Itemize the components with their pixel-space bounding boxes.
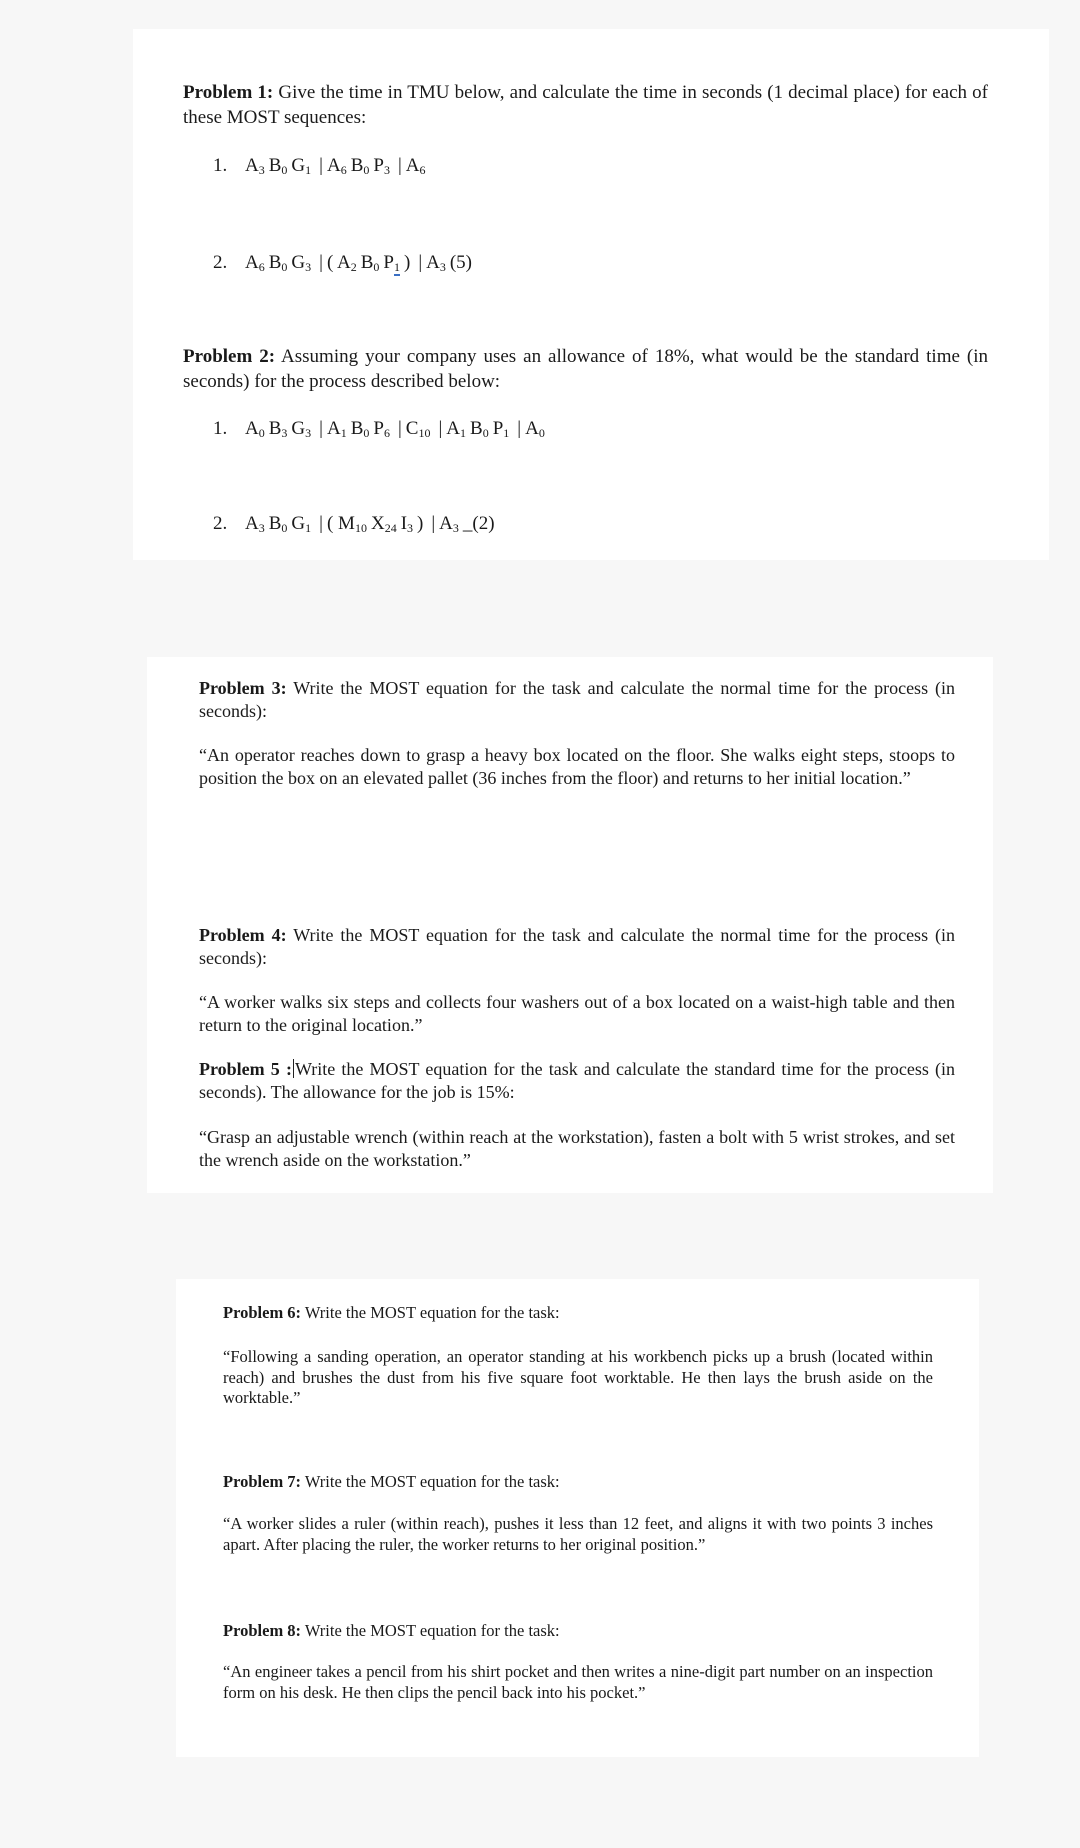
- sequence-parameter: $A_0$: [245, 418, 265, 440]
- sequence-parameter: $B_0$: [360, 252, 380, 274]
- problem-6: [223, 1303, 933, 1324]
- problem-text: Write the MOST equation for the task and calculate the normal time for the process (in seconds):: [199, 925, 955, 968]
- problem-text: Write the MOST equation for the task:: [304, 1621, 560, 1640]
- problem-text: Assuming your company uses an allowance of 18%, what would be the standard time (in seconds) for the process described below:: [183, 346, 988, 392]
- sequence-parameter: $B_3$: [268, 418, 288, 440]
- sequence-parameter: $B_0$: [470, 418, 489, 440]
- sequence-parameter: $A_6$: [245, 252, 265, 274]
- list-number: 2.: [213, 513, 228, 534]
- sequence-separator: |: [397, 155, 402, 176]
- sequence-parameter: $C_{10}$: [405, 418, 431, 440]
- problem-title: Problem 8:: [223, 1621, 302, 1640]
- sequence-parameter: $P_1$: [383, 252, 400, 274]
- sequence-parameter: $G_1$: [291, 513, 312, 535]
- sequence-parameter: $B_0$: [350, 418, 370, 440]
- sequence-parameter: $A_6$: [326, 155, 347, 177]
- problem-quote: “Grasp an adjustable wrench (within reach at the workstation), fasten a bolt with 5 wrist strokes, and set the wrench aside on the workstation.”: [199, 1127, 955, 1170]
- sequence-separator: |: [397, 418, 402, 439]
- problem-4: [199, 924, 955, 969]
- sequence-parameter: $P_1$: [492, 418, 510, 440]
- sequence-parameter: _(2): [462, 513, 495, 534]
- sequence-parameter: $B_0$: [268, 155, 288, 177]
- sequence-parameter: $G_1$: [291, 155, 312, 177]
- problem-text: Write the MOST equation for the task:: [304, 1472, 560, 1491]
- sequence-parameter: ): [403, 252, 411, 273]
- sequence-separator: |: [517, 418, 522, 439]
- sequence-parameter: $X_{24}$: [370, 513, 397, 535]
- problem-2: [183, 344, 988, 394]
- problem-text: Write the MOST equation for the task and calculate the normal time for the process (in seconds):: [199, 678, 955, 721]
- sequence-parameter: ( $A_2$: [326, 252, 357, 274]
- problem-quote: “An engineer takes a pencil from his shirt pocket and then writes a nine-digit part number on an inspection form on his desk. He then clips the pencil back into his pocket.”: [223, 1662, 933, 1702]
- list-number: 2.: [213, 252, 228, 273]
- sequence: [213, 511, 499, 541]
- text-cursor: [293, 1059, 294, 1078]
- list-number: 1.: [213, 155, 228, 176]
- sequence: [213, 250, 476, 280]
- sequence-parameter: $A_6$: [405, 155, 426, 177]
- sequence-parameter: $A_1$: [326, 418, 347, 440]
- sequence: [213, 416, 549, 446]
- problem-text: Give the time in TMU below, and calculate the time in seconds (1 decimal place) for each of these MOST sequences:: [183, 82, 988, 128]
- sequence-parameter: $G_3$: [291, 418, 312, 440]
- problem-3: [199, 677, 955, 722]
- sequence-parameter: $P_6$: [373, 418, 390, 440]
- list-number: 1.: [213, 418, 228, 439]
- sequence: [213, 153, 430, 183]
- sequence-parameter: $G_3$: [291, 252, 312, 274]
- sequence-parameter: $I_3$: [400, 513, 414, 535]
- sequence-parameter: $A_3$: [245, 513, 265, 535]
- problem-text: Write the MOST equation for the task:: [304, 1303, 560, 1322]
- sequence-parameter: $A_0$: [525, 418, 545, 440]
- problem-7: [223, 1472, 933, 1493]
- sequence-separator: |: [431, 513, 436, 534]
- sequence-separator: |: [319, 155, 323, 176]
- sequence-parameter: $B_0$: [268, 252, 288, 274]
- problem-title: Problem 4:: [199, 925, 287, 945]
- problem-1: [183, 80, 988, 130]
- sequence-parameter: $B_0$: [350, 155, 370, 177]
- sequence-parameter: $B_0$: [268, 513, 288, 535]
- sequence-separator: |: [418, 252, 423, 273]
- sequence-parameter: $A_3$: [245, 155, 265, 177]
- problem-title: Problem 1:: [183, 82, 274, 103]
- sequence-separator: |: [438, 418, 443, 439]
- sequence-parameter: (5): [449, 252, 473, 273]
- sequence-parameter: ( $M_{10}$: [326, 513, 367, 535]
- problem-title: Problem 3:: [199, 678, 287, 698]
- problem-title: Problem 2:: [183, 346, 276, 367]
- sequence-parameter: $A_1$: [446, 418, 467, 440]
- problem-5: [199, 1058, 955, 1103]
- sequence-parameter: $P_3$: [373, 155, 390, 177]
- problem-title: Problem 7:: [223, 1472, 302, 1491]
- sequence-parameter: ): [417, 513, 424, 534]
- problem-8: [223, 1621, 933, 1642]
- problem-quote: “A worker walks six steps and collects four washers out of a box located on a waist-high table and then return to the original location.”: [199, 992, 955, 1035]
- sequence-separator: |: [319, 418, 323, 439]
- problem-quote: “A worker slides a ruler (within reach), pushes it less than 12 feet, and aligns it with two points 3 inches apart. After placing the ruler, the worker returns to her original position.”: [223, 1514, 933, 1554]
- sequence-parameter: $A_3$: [426, 252, 446, 274]
- sequence-parameter: $A_3$: [439, 513, 459, 535]
- problem-title: Problem 6:: [223, 1303, 302, 1322]
- sequence-separator: |: [319, 252, 323, 273]
- sequence-separator: |: [319, 513, 323, 534]
- problem-quote: “Following a sanding operation, an operator standing at his workbench picks up a brush (located within reach) and brushes the dust from his five square foot worktable. He then lays the brush aside on the worktable.”: [223, 1347, 933, 1407]
- problem-quote: “An operator reaches down to grasp a heavy box located on the floor. She walks eight steps, stoops to position the box on an elevated pallet (36 inches from the floor) and returns to her initial location.”: [199, 745, 955, 788]
- problem-title: Problem 5 :: [199, 1059, 292, 1079]
- problem-text: Write the MOST equation for the task and calculate the standard time for the process (in seconds). The allowance for the job is 15%:: [199, 1059, 955, 1102]
